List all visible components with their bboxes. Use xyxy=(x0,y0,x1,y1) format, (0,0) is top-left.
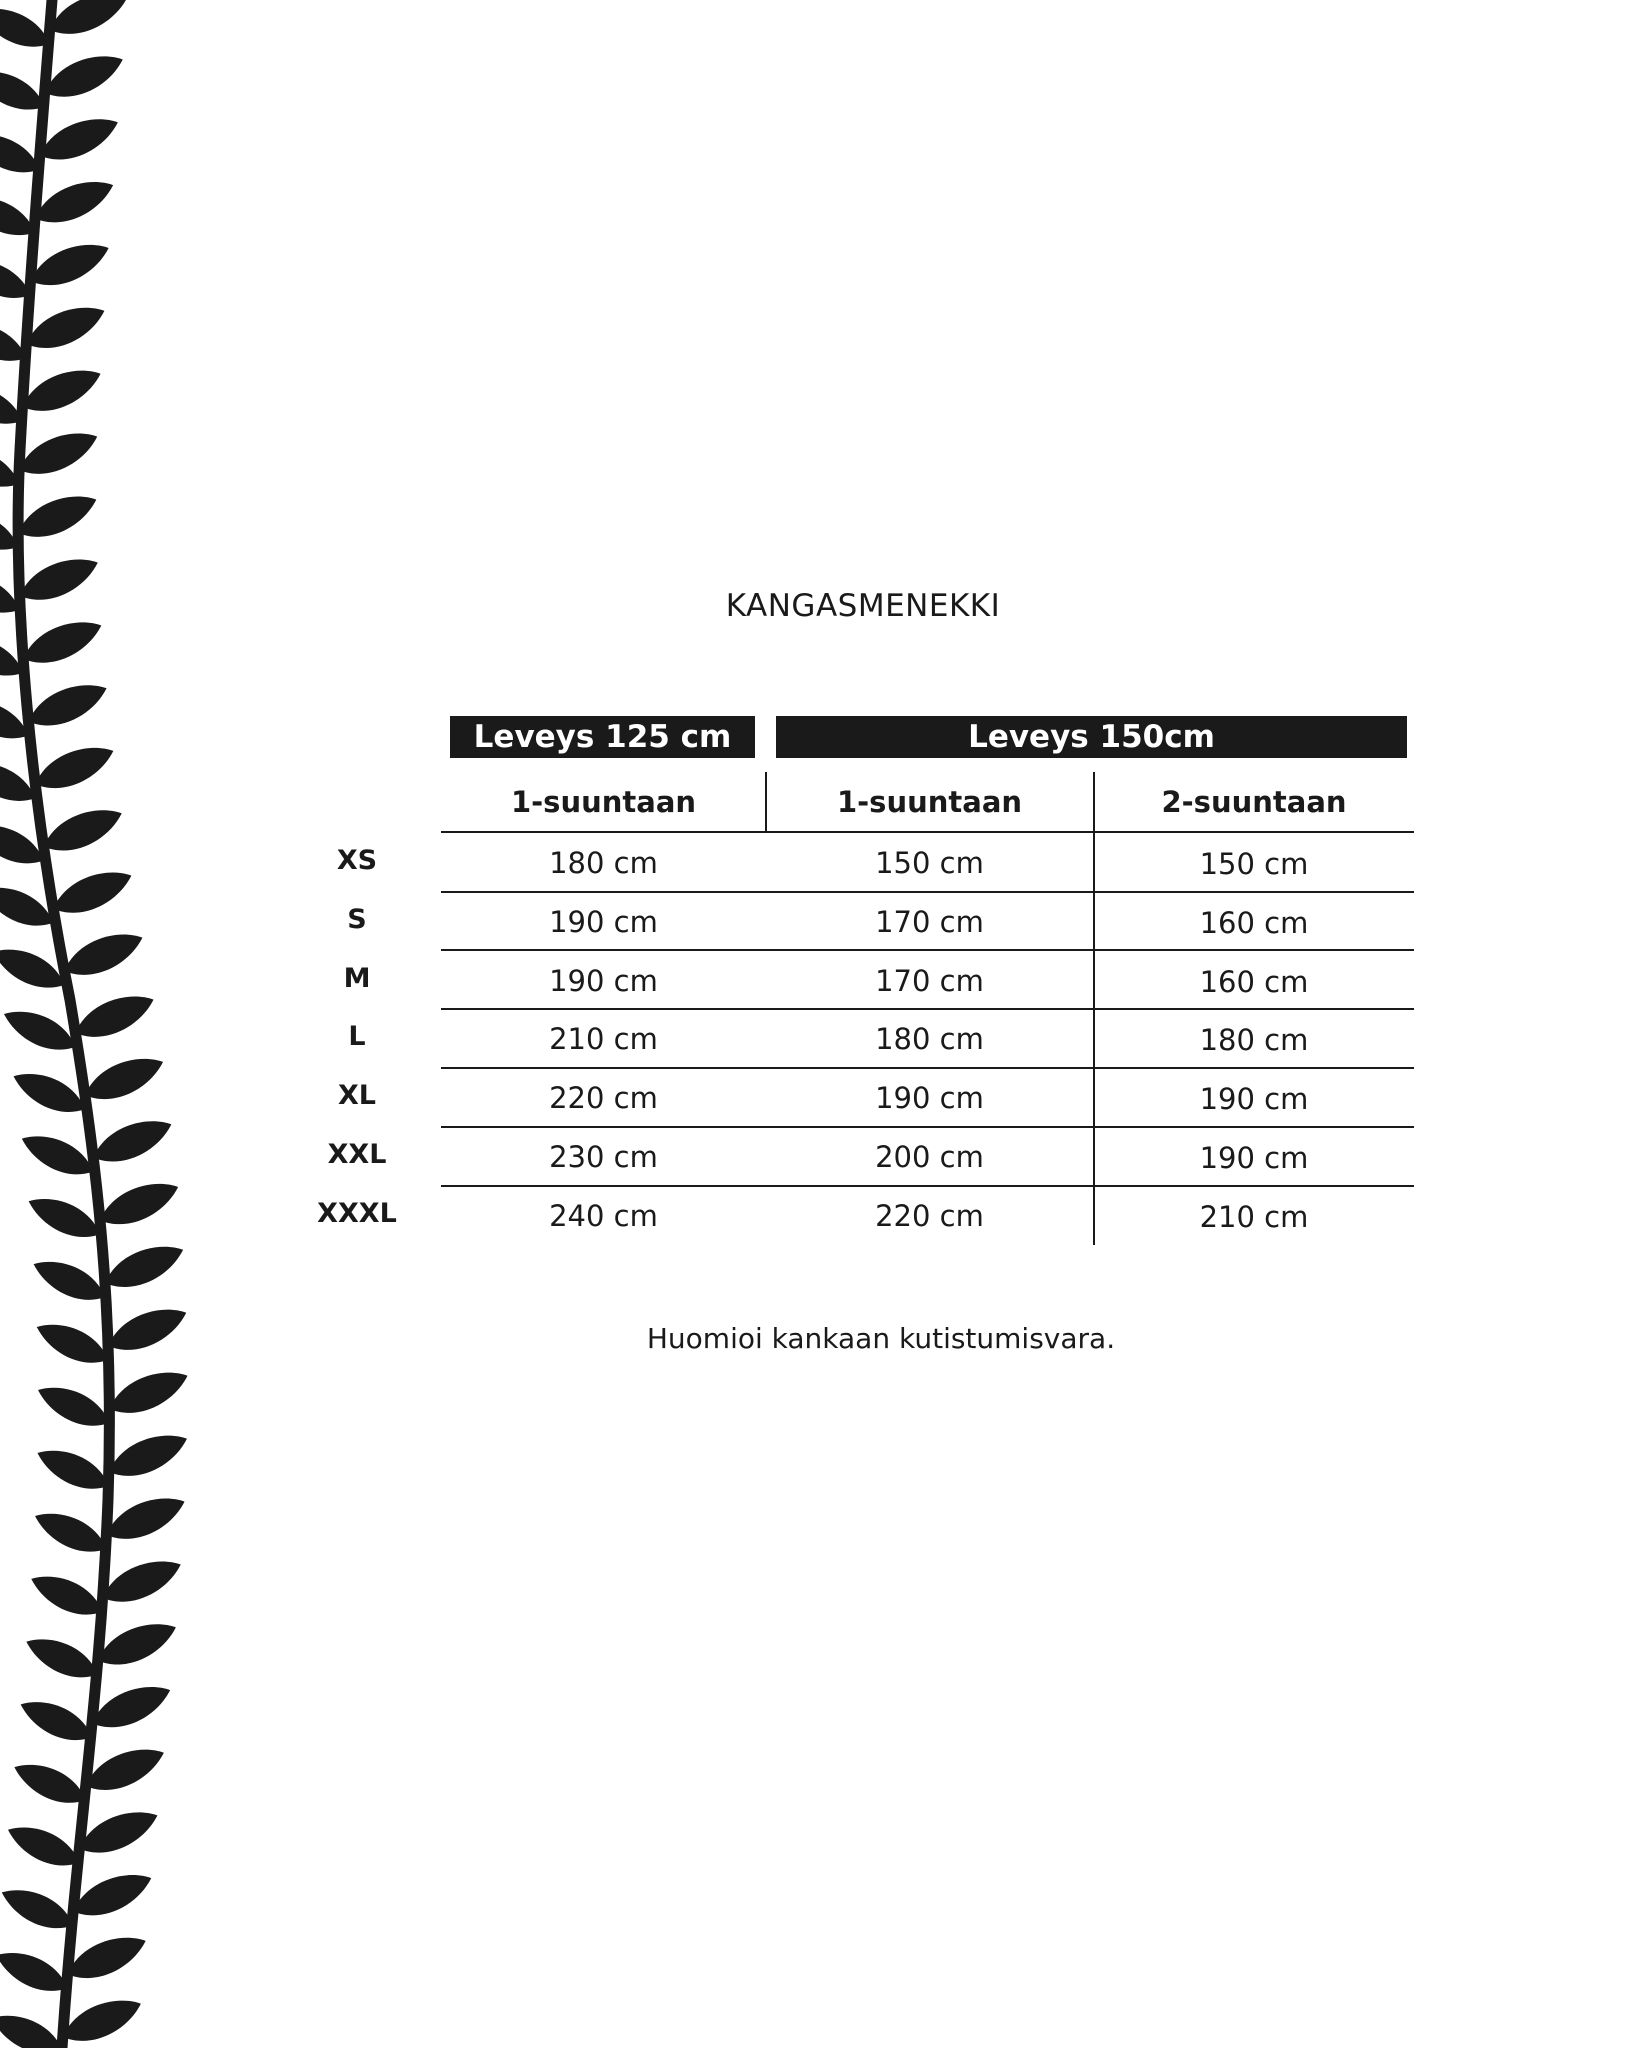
table-cell: 150 cm xyxy=(1199,847,1309,881)
leaf xyxy=(99,1558,185,1605)
table-row xyxy=(300,1185,1414,1244)
table-cell: 190 cm xyxy=(875,1081,984,1116)
leaf xyxy=(94,1621,180,1668)
leaf xyxy=(24,1195,104,1240)
leaf xyxy=(24,682,110,729)
leaf xyxy=(81,1056,167,1103)
shrinkage-note: Huomioi kankaan kutistumisvara. xyxy=(646,1322,1116,1355)
table-row xyxy=(300,1126,1414,1185)
leaf xyxy=(27,1573,107,1618)
leaf xyxy=(49,869,135,916)
leaf xyxy=(46,0,132,37)
leaf xyxy=(22,305,108,352)
size-label: XXXL xyxy=(317,1197,397,1229)
table-cell: 170 cm xyxy=(875,963,984,998)
fabric-table-body xyxy=(300,832,1414,1244)
table-cell: 220 cm xyxy=(875,1198,984,1233)
leaf xyxy=(3,1824,83,1869)
group-header-width-125: Leveys 125 cm xyxy=(450,716,755,758)
leaf xyxy=(31,745,117,792)
subheader-150-two-way: 2-suuntaan xyxy=(1161,785,1347,819)
table-cell: 180 cm xyxy=(875,1022,984,1057)
table-cell: 190 cm xyxy=(1199,1140,1309,1175)
size-label: XXL xyxy=(327,1138,387,1170)
leaf xyxy=(96,1181,182,1228)
table-cell: 150 cm xyxy=(875,846,984,880)
leaf xyxy=(82,1747,168,1794)
leaf xyxy=(36,116,122,163)
leaf xyxy=(0,1887,78,1932)
size-label: L xyxy=(348,1021,366,1053)
table-cell: 210 cm xyxy=(549,1022,658,1057)
leaf xyxy=(33,1447,113,1492)
leaf xyxy=(69,1872,155,1919)
column-divider xyxy=(765,772,767,832)
leaf xyxy=(27,242,113,289)
leaf xyxy=(105,1369,191,1416)
leaf xyxy=(0,2012,67,2048)
size-label: XS xyxy=(336,845,378,876)
leaf xyxy=(18,367,104,414)
leaf xyxy=(10,1761,90,1806)
leaf xyxy=(102,1495,188,1542)
leaf xyxy=(40,807,126,854)
table-row xyxy=(300,1067,1414,1126)
leaf xyxy=(31,179,117,226)
group-header-width-150: Leveys 150cm xyxy=(776,716,1407,758)
leaf xyxy=(14,493,100,540)
leaf xyxy=(75,1809,161,1856)
leaf xyxy=(30,1510,110,1555)
leaf xyxy=(64,1935,150,1982)
table-cell: 190 cm xyxy=(549,963,658,998)
page-title: KANGASMENEKKI xyxy=(725,588,1001,624)
leaf xyxy=(60,931,146,978)
leaf xyxy=(16,1699,96,1744)
leaf xyxy=(41,53,127,100)
table-cell: 180 cm xyxy=(1199,1023,1309,1058)
leaf xyxy=(88,1684,174,1731)
table-row xyxy=(300,832,1414,891)
leaf xyxy=(101,1244,187,1291)
leaf xyxy=(89,1118,175,1165)
table-cell: 230 cm xyxy=(549,1139,658,1174)
table-cell: 180 cm xyxy=(549,846,658,880)
leaf xyxy=(19,619,105,666)
leaf xyxy=(33,1384,113,1429)
table-cell: 200 cm xyxy=(875,1139,984,1174)
table-cell: 160 cm xyxy=(1199,905,1309,940)
leaf xyxy=(22,1636,102,1681)
table-cell: 160 cm xyxy=(1199,964,1309,999)
size-label: S xyxy=(347,903,367,935)
size-label: XL xyxy=(337,1080,377,1112)
subheader-125-one-way: 1-suuntaan xyxy=(510,785,697,819)
table-cell: 170 cm xyxy=(875,904,984,939)
leaf xyxy=(59,1997,145,2044)
table-cell: 210 cm xyxy=(1199,1199,1309,1234)
leaf xyxy=(71,993,157,1040)
table-row xyxy=(300,891,1414,950)
table-row xyxy=(300,1008,1414,1067)
leaf xyxy=(105,1432,191,1479)
leaf xyxy=(15,430,101,477)
leaf xyxy=(0,1949,72,1994)
leaf xyxy=(29,1258,109,1303)
table-cell: 220 cm xyxy=(549,1081,658,1116)
size-label: M xyxy=(343,962,371,994)
leaf-vine-decoration xyxy=(0,0,200,2048)
table-cell: 190 cm xyxy=(1199,1082,1309,1117)
table-cell: 190 cm xyxy=(549,904,658,939)
subheader-150-one-way: 1-suuntaan xyxy=(836,785,1023,819)
table-cell: 240 cm xyxy=(549,1198,658,1233)
table-row xyxy=(300,950,1414,1009)
